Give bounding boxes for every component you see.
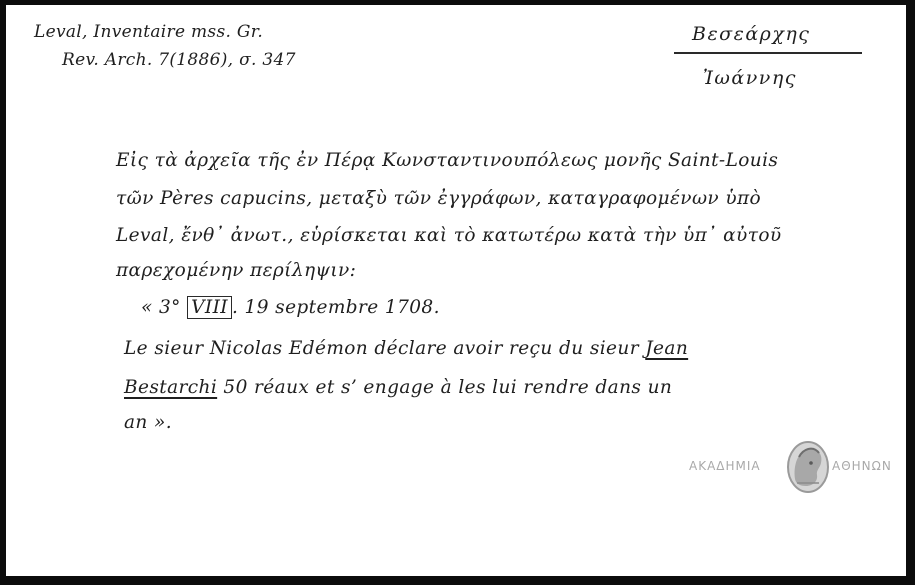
body-line-6-text: Le sieur Nicolas Edémon déclare avoir reçu du sieur — [124, 338, 639, 359]
name-bestarchi: Bestarchi — [124, 377, 218, 398]
reference-line-1: Leval, Inventaire mss. Gr. — [34, 22, 264, 42]
body-line-2: τῶν Pères capucins, μεταξὺ τῶν ἐγγράφων, καταγραφομένων ὑπὸ — [116, 188, 762, 209]
heading-rule — [674, 52, 862, 54]
body-line-1: Εἰς τὰ ἀρχεῖα τῆς ἐν Πέρᾳ Κωνσταντινουπόλεως μονῆς Saint-Louis — [116, 150, 779, 171]
reference-line-2: Rev. Arch. 7(1886), σ. 347 — [62, 50, 296, 70]
entry-open: « 3° — [141, 297, 181, 318]
body-line-4: παρεχομένην περίληψιν: — [116, 260, 357, 281]
body-line-7 — [124, 377, 672, 398]
name-jean: Jean — [645, 338, 689, 359]
body-line-3: Leval, ἔνθ᾽ ἀνωτ., εὑρίσκεται καὶ τὸ κατωτέρω κατὰ τὴν ὑπ᾽ αὐτοῦ — [116, 225, 782, 246]
entry-date: . 19 septembre 1708. — [232, 297, 440, 318]
index-card — [6, 5, 906, 576]
athena-head-seal-icon — [785, 439, 831, 495]
entry-line — [141, 297, 440, 318]
body-line-6 — [124, 338, 688, 359]
entry-roman-numeral: VIII — [187, 296, 232, 319]
academy-watermark — [684, 439, 906, 495]
surname-heading: Βεσεάρχης — [692, 23, 811, 45]
given-name: Ἰωάννης — [703, 67, 797, 89]
body-line-7-text: 50 réaux et s’ engage à les lui rendre dans un — [223, 377, 673, 398]
watermark-right-text: ΑΘΗΝΩΝ — [832, 459, 892, 473]
body-line-8: an ». — [124, 412, 173, 433]
watermark-left-text: ΑΚΑΔΗΜΙΑ — [689, 459, 761, 473]
